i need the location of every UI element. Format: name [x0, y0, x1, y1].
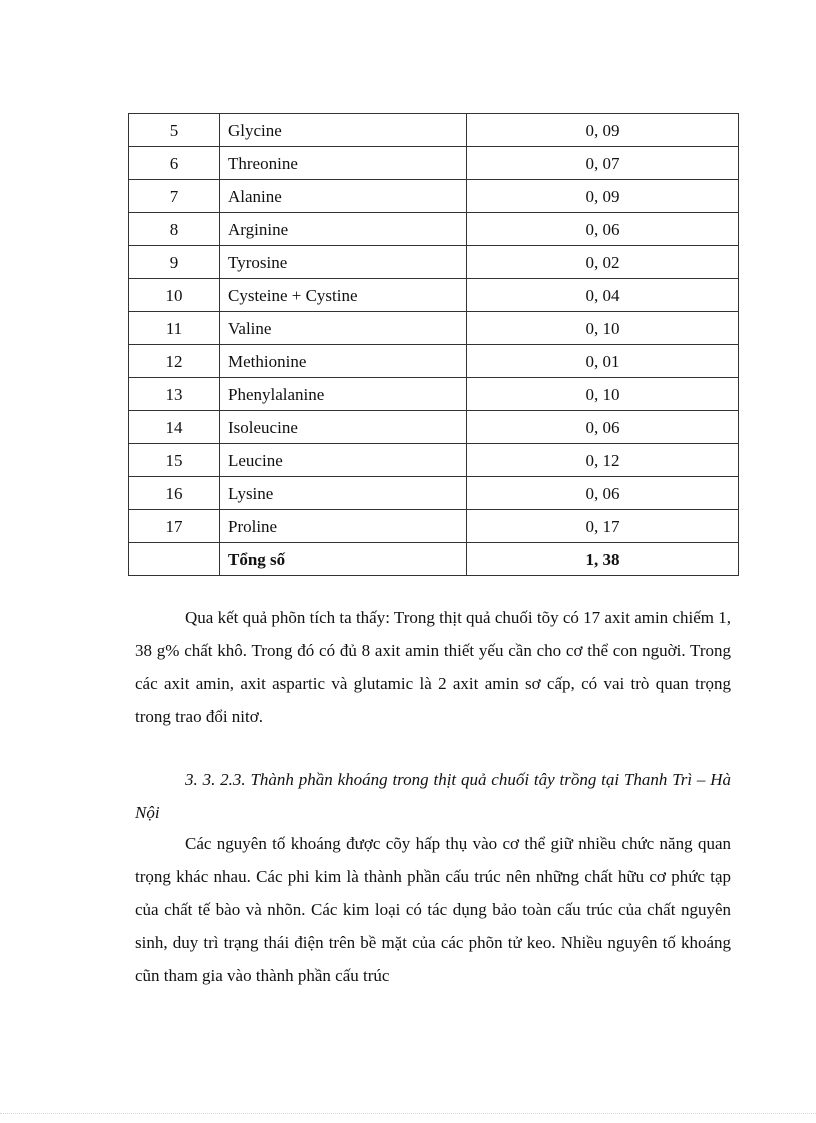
- row-number: 14: [129, 411, 220, 444]
- table-row: [129, 345, 739, 378]
- amino-acid-value: 0, 06: [467, 213, 739, 246]
- table-row: [129, 279, 739, 312]
- row-number: 12: [129, 345, 220, 378]
- amino-acid-value: 0, 17: [467, 510, 739, 543]
- amino-acid-value: 0, 09: [467, 114, 739, 147]
- section-heading: [135, 763, 731, 829]
- paragraph-summary-text: Qua kết quả phõn tích ta thấy: Trong thịt quả chuối tõy có 17 axit amin chiếm 1, 38 g% chất khô. Trong đó có đủ 8 axit amin thiết yếu cần cho cơ thể con nguời. Trong các axit amin, axit aspartic và glutamic là 2 axit amin sơ cấp, có vai trò quan trọng trong trao đổi nitơ.: [135, 608, 731, 726]
- paragraph-summary: [135, 601, 731, 733]
- amino-acid-name: Tyrosine: [220, 246, 467, 279]
- paragraph-minerals-text: Các nguyên tố khoáng được cõy hấp thụ vào cơ thể giữ nhiều chức năng quan trọng khác nhau. Các phi kim là thành phần cấu trúc nên những chất hữu cơ phức tạp của chất tế bào và nhõn. Các kim loại có tác dụng bảo toàn cấu trúc của chất nguyên sinh, duy trì trạng thái điện trên bề mặt của các phõn tử keo. Nhiều nguyên tố khoáng cũn tham gia vào thành phần cấu trúc: [135, 834, 731, 985]
- amino-acid-value: 0, 09: [467, 180, 739, 213]
- row-number: 13: [129, 378, 220, 411]
- amino-acid-name: Leucine: [220, 444, 467, 477]
- section-heading-text: 3. 3. 2.3. Thành phần khoáng trong thịt quả chuối tây trồng tại Thanh Trì – Hà Nội: [135, 770, 731, 822]
- amino-acid-value: 0, 04: [467, 279, 739, 312]
- table-row: [129, 147, 739, 180]
- table-row: [129, 378, 739, 411]
- amino-acid-table: [128, 113, 739, 576]
- amino-acid-value: 0, 10: [467, 312, 739, 345]
- amino-acid-name: Cysteine + Cystine: [220, 279, 467, 312]
- amino-acid-value: 0, 12: [467, 444, 739, 477]
- row-number: 17: [129, 510, 220, 543]
- row-number: 15: [129, 444, 220, 477]
- table-row: [129, 411, 739, 444]
- amino-acid-value: 0, 06: [467, 477, 739, 510]
- amino-acid-name: Isoleucine: [220, 411, 467, 444]
- amino-acid-name: Arginine: [220, 213, 467, 246]
- total-value: 1, 38: [467, 543, 739, 576]
- row-number: 6: [129, 147, 220, 180]
- amino-acid-value: 0, 01: [467, 345, 739, 378]
- table-row: [129, 444, 739, 477]
- page-bottom-divider: [0, 1113, 816, 1114]
- total-label: Tổng số: [220, 543, 467, 576]
- amino-acid-value: 0, 07: [467, 147, 739, 180]
- amino-acid-name: Valine: [220, 312, 467, 345]
- amino-acid-name: Methionine: [220, 345, 467, 378]
- row-number: 9: [129, 246, 220, 279]
- paragraph-minerals: [135, 827, 731, 992]
- amino-acid-value: 0, 10: [467, 378, 739, 411]
- table-row: [129, 180, 739, 213]
- amino-acid-value: 0, 06: [467, 411, 739, 444]
- row-number: 16: [129, 477, 220, 510]
- table-row: [129, 510, 739, 543]
- table-row: [129, 213, 739, 246]
- amino-acid-name: Proline: [220, 510, 467, 543]
- row-number: 10: [129, 279, 220, 312]
- table-row: [129, 114, 739, 147]
- row-number: 8: [129, 213, 220, 246]
- table-row: [129, 312, 739, 345]
- row-number: 5: [129, 114, 220, 147]
- table-row: [129, 246, 739, 279]
- amino-acid-value: 0, 02: [467, 246, 739, 279]
- amino-acid-name: Threonine: [220, 147, 467, 180]
- row-number: 11: [129, 312, 220, 345]
- amino-acid-name: Glycine: [220, 114, 467, 147]
- amino-acid-name: Phenylalanine: [220, 378, 467, 411]
- amino-acid-name: Lysine: [220, 477, 467, 510]
- amino-acid-name: Alanine: [220, 180, 467, 213]
- table-row: [129, 477, 739, 510]
- table-total-row: [129, 543, 739, 576]
- total-number: [129, 543, 220, 576]
- row-number: 7: [129, 180, 220, 213]
